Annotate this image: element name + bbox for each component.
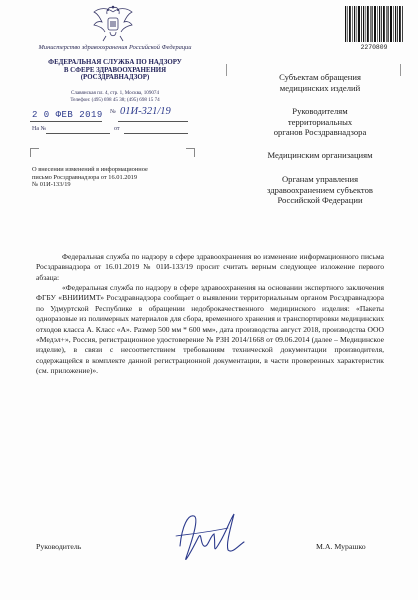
ministry-name: Министерство здравоохранения Российской Федерации bbox=[38, 44, 192, 51]
reference-date-label: от bbox=[114, 126, 120, 132]
signatory-name: М.А. Мурашко bbox=[316, 542, 366, 551]
number-field-line bbox=[118, 121, 188, 122]
service-name-line: (РОСЗДРАВНАДЗОР) bbox=[80, 74, 150, 82]
service-name-line: ФЕДЕРАЛЬНАЯ СЛУЖБА ПО НАДЗОРУ bbox=[48, 59, 182, 66]
address-corner-mark bbox=[400, 64, 401, 76]
addressee-line: Медицинским организациям bbox=[267, 150, 373, 160]
coat-of-arms-icon bbox=[90, 4, 136, 44]
service-name bbox=[26, 59, 204, 82]
registration-number: 01И-321/19 bbox=[120, 106, 171, 117]
addressee-line: Российской Федерации bbox=[277, 195, 363, 206]
letter-subject bbox=[32, 166, 182, 189]
registration-number-label: № bbox=[110, 109, 116, 115]
handwritten-signature bbox=[170, 506, 250, 568]
body-paragraph: Федеральная служба по надзору в сфере здравоохранения во изменение информационного письма Росздравнадзора от 16.01.2019 № 01И-133/19 просит считать верным следующее изложение первого абзаца: bbox=[36, 252, 384, 282]
barcode-icon bbox=[344, 6, 404, 46]
subject-line: О внесении изменений в информационное bbox=[32, 166, 148, 173]
signatory-role: Руководитель bbox=[36, 542, 82, 551]
reference-number-label: На № bbox=[32, 126, 47, 132]
address-line: Телефон: (495) 698 45 38; (495) 698 15 74 bbox=[70, 96, 160, 103]
reference-date-line bbox=[124, 133, 188, 134]
sender-address bbox=[30, 90, 200, 103]
subject-corner-mark bbox=[30, 148, 39, 157]
subject-corner-mark bbox=[186, 148, 195, 157]
addressee-block bbox=[246, 174, 394, 206]
body-paragraph: «Федеральная служба по надзору в сфере здравоохранения на основании экспертного заключения ФГБУ «ВНИИИМТ» Росздравнадзора сообщает о выявлении территориальным органом Росздравнадзора по Удмуртской Республике в обращении недоброкачественного медицинского изделия: «Пакеты одноразовые из полимерных материалов для сбора, временного хранения и транспортировки медицинских отходов класса А. Класс «А». Размер 500 мм * 600 мм», дата производства август 2018, производства ООО «Медэл+», Россия, регистрационное удостоверение № РЗН 2014/1668 от 09.06.2014 (далее – Медицинское изделие), в связи с несоответствием требованиям технической документации производителя, содержащейся в комплекте данной регистрационной документации, в части проверенных характеристик (см. приложение)». bbox=[36, 283, 384, 376]
addressee-block bbox=[246, 150, 394, 161]
barcode-number: 2270809 bbox=[360, 44, 388, 51]
addressee-line: органов Росздравнадзора bbox=[273, 127, 367, 138]
addressee-line: медицинских изделий bbox=[279, 82, 361, 93]
addressee-line: здравоохранением субъектов bbox=[267, 184, 373, 195]
address-corner-mark bbox=[226, 64, 227, 76]
address-line: Славянская пл. 4, стр. 1, Москва, 109074 bbox=[70, 90, 160, 96]
date-stamp: 2 0 ФЕВ 2019 bbox=[32, 110, 103, 120]
addressee-line: территориальных bbox=[287, 116, 353, 127]
subject-line: письмо Росздравнадзора от 16.01.2019 bbox=[32, 173, 138, 181]
addressee-line: Субъектам обращения bbox=[279, 72, 361, 82]
addressee-block bbox=[246, 72, 394, 93]
subject-line: № 01И-133/19 bbox=[32, 181, 71, 188]
date-field-line bbox=[30, 121, 102, 122]
reference-number-line bbox=[46, 133, 110, 134]
addressee-line: Руководителям bbox=[292, 106, 348, 116]
addressee-block bbox=[246, 106, 394, 138]
addressee-line: Органам управления bbox=[281, 174, 359, 184]
service-name-line: В СФЕРЕ ЗДРАВООХРАНЕНИЯ bbox=[63, 66, 167, 74]
